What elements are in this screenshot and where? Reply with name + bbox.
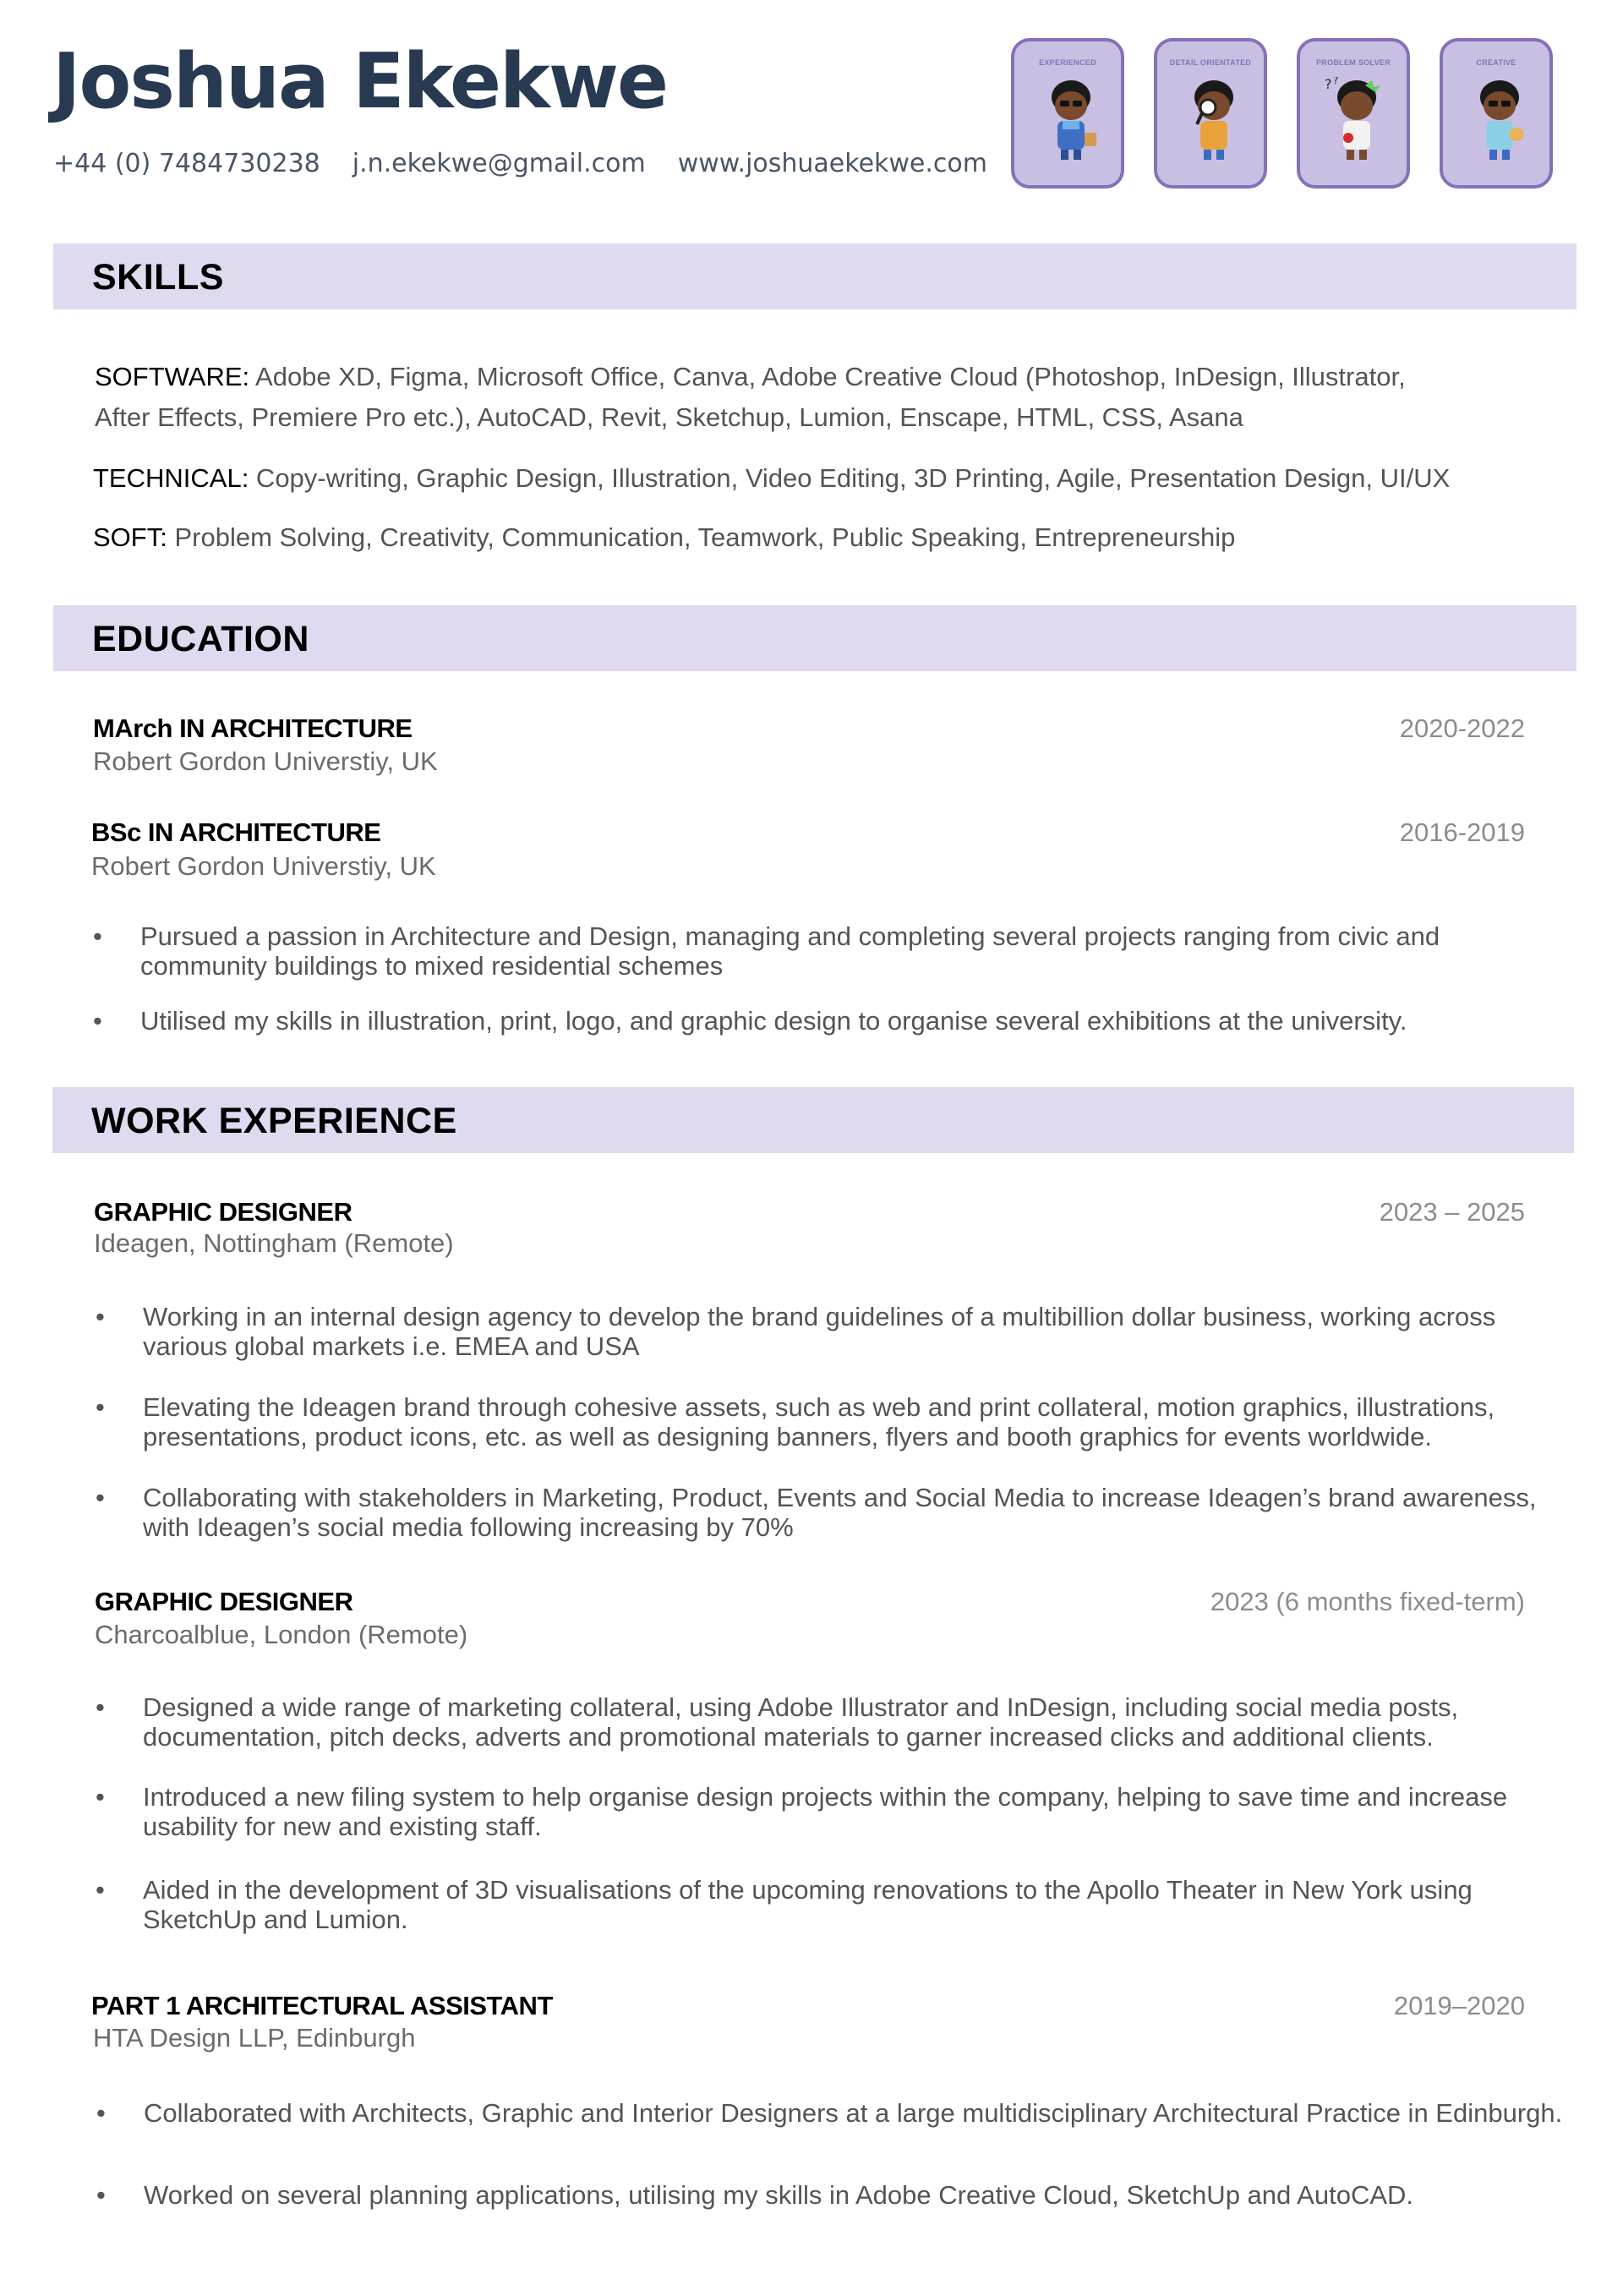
badge-label: EXPERIENCED xyxy=(1039,58,1096,67)
list-item xyxy=(96,2180,1572,2210)
badge-label: PROBLEM SOLVER xyxy=(1315,58,1391,67)
bullet-icon: • xyxy=(93,921,102,951)
skills-section-header xyxy=(53,243,1577,309)
list-item xyxy=(96,1392,1571,1451)
trait-badges xyxy=(1011,38,1553,189)
badge-experienced xyxy=(1011,38,1124,189)
job-company: Charcoalblue, London (Remote) xyxy=(95,1620,468,1649)
bullet-text: Introduced a new filing system to help organise design projects within the company, helping to save time and increase usability for new and existing staff. xyxy=(143,1782,1508,1841)
job-date: 2023 (6 months fixed-term) xyxy=(1210,1587,1525,1616)
bullet-icon: • xyxy=(93,1006,102,1036)
bullet-icon: • xyxy=(96,1392,105,1422)
badge-creative xyxy=(1440,38,1553,189)
contact-details xyxy=(53,149,987,178)
skill-label: TECHNICAL: xyxy=(93,463,249,493)
education-section-header xyxy=(53,605,1577,671)
character-with-magnifier-icon xyxy=(1180,77,1248,170)
website-link[interactable]: www.joshuaekekwe.com xyxy=(677,149,988,178)
badge-label: DETAIL ORIENTATED xyxy=(1169,58,1252,67)
svg-text:?: ? xyxy=(1333,77,1339,86)
job-date: 2023 – 2025 xyxy=(1379,1197,1525,1227)
bullet-icon: • xyxy=(96,1782,105,1812)
bullet-icon: • xyxy=(96,2180,106,2210)
badge-problem-solver xyxy=(1297,38,1410,189)
bullet-text: Aided in the development of 3D visualisations of the upcoming renovations to the Apollo Theater in New York using SketchUp and Lumion. xyxy=(143,1875,1473,1934)
education-title: BSc IN ARCHITECTURE xyxy=(91,817,381,847)
skill-label: SOFTWARE: xyxy=(95,362,250,391)
education-title: MArch IN ARCHITECTURE xyxy=(93,713,413,743)
bullet-text: Designed a wide range of marketing collateral, using Adobe Illustrator and InDesign, including social media posts, documentation, pitch decks, adverts and promotional materials to garner increased clicks and additional clients. xyxy=(143,1692,1459,1752)
candidate-name: Joshua Ekekwe xyxy=(52,37,668,126)
list-item xyxy=(93,1006,1569,1036)
skill-soft xyxy=(93,517,1555,558)
section-title: EDUCATION xyxy=(92,619,309,659)
list-item xyxy=(96,1782,1571,1841)
bullet-icon: • xyxy=(96,1302,105,1331)
skill-technical xyxy=(93,458,1555,499)
bullet-text: Collaborating with stakeholders in Marketing, Product, Events and Social Media to increase Ideagen’s brand awareness, with Ideagen’s social media following increasing by 70% xyxy=(143,1483,1537,1542)
list-item xyxy=(96,2098,1572,2128)
job-title: GRAPHIC DESIGNER xyxy=(94,1197,352,1227)
list-item xyxy=(96,1692,1571,1752)
bullet-text: Pursued a passion in Architecture and Design, managing and completing several projects ranging from civic and community buildings to mixed residential schemes xyxy=(140,921,1440,981)
bullet-text: Elevating the Ideagen brand through cohesive assets, such as web and print collateral, motion graphics, illustrations, presentations, product icons, etc. as well as designing banners, flyers and booth graphics for events worldwide. xyxy=(143,1392,1495,1451)
skill-values: After Effects, Premiere Pro etc.), AutoCAD, Revit, Sketchup, Lumion, Enscape, HTML, CSS, Asana xyxy=(95,402,1243,432)
education-date: 2016-2019 xyxy=(1399,817,1525,847)
badge-detail-orientated xyxy=(1154,38,1267,189)
job-company: Ideagen, Nottingham (Remote) xyxy=(94,1228,454,1258)
skill-label: SOFT: xyxy=(93,522,167,552)
list-item xyxy=(96,1875,1571,1934)
job-title: GRAPHIC DESIGNER xyxy=(95,1587,353,1616)
character-with-bag-icon xyxy=(1037,77,1105,170)
bullet-text: Utilised my skills in illustration, print, logo, and graphic design to organise several exhibitions at the university. xyxy=(140,1006,1407,1036)
bullet-text: Collaborated with Architects, Graphic and Interior Designers at a large multidisciplinary Architectural Practice in Edinburgh. xyxy=(144,2098,1563,2128)
list-item xyxy=(93,921,1569,981)
section-title: WORK EXPERIENCE xyxy=(91,1101,457,1141)
education-institution: Robert Gordon Universtiy, UK xyxy=(93,746,438,776)
list-item xyxy=(96,1302,1571,1361)
bullet-text: Working in an internal design agency to develop the brand guidelines of a multibillion dollar business, working across various global markets i.e. EMEA and USA xyxy=(143,1302,1496,1361)
email-address: j.n.ekekwe@gmail.com xyxy=(352,149,646,178)
character-thinking-icon xyxy=(1323,77,1391,170)
bullet-icon: • xyxy=(96,1875,105,1905)
skill-values: Problem Solving, Creativity, Communication, Teamwork, Public Speaking, Entrepreneurship xyxy=(167,522,1236,552)
skill-software xyxy=(95,357,1557,438)
education-institution: Robert Gordon Universtiy, UK xyxy=(91,851,436,881)
job-title: PART 1 ARCHITECTURAL ASSISTANT xyxy=(91,1991,553,2020)
phone-number: +44 (0) 7484730238 xyxy=(53,149,320,178)
job-date: 2019–2020 xyxy=(1393,1991,1525,2020)
bullet-icon: • xyxy=(96,2098,106,2128)
skill-values: Copy-writing, Graphic Design, Illustration, Video Editing, 3D Printing, Agile, Presentation Design, UI/UX xyxy=(249,463,1451,493)
character-with-palette-icon xyxy=(1466,77,1533,170)
education-date: 2020-2022 xyxy=(1399,713,1525,743)
section-title: SKILLS xyxy=(92,257,224,298)
work-section-header xyxy=(52,1087,1574,1153)
skill-values: Adobe XD, Figma, Microsoft Office, Canva, Adobe Creative Cloud (Photoshop, InDesign, Illustrator, xyxy=(249,362,1406,391)
bullet-text: Worked on several planning applications, utilising my skills in Adobe Creative Cloud, SketchUp and AutoCAD. xyxy=(144,2180,1414,2210)
bullet-icon: • xyxy=(96,1692,105,1722)
badge-label: CREATIVE xyxy=(1476,58,1516,67)
bullet-icon: • xyxy=(96,1483,105,1512)
job-company: HTA Design LLP, Edinburgh xyxy=(93,2023,416,2053)
svg-text:?: ? xyxy=(1325,77,1332,92)
list-item xyxy=(96,1483,1571,1542)
